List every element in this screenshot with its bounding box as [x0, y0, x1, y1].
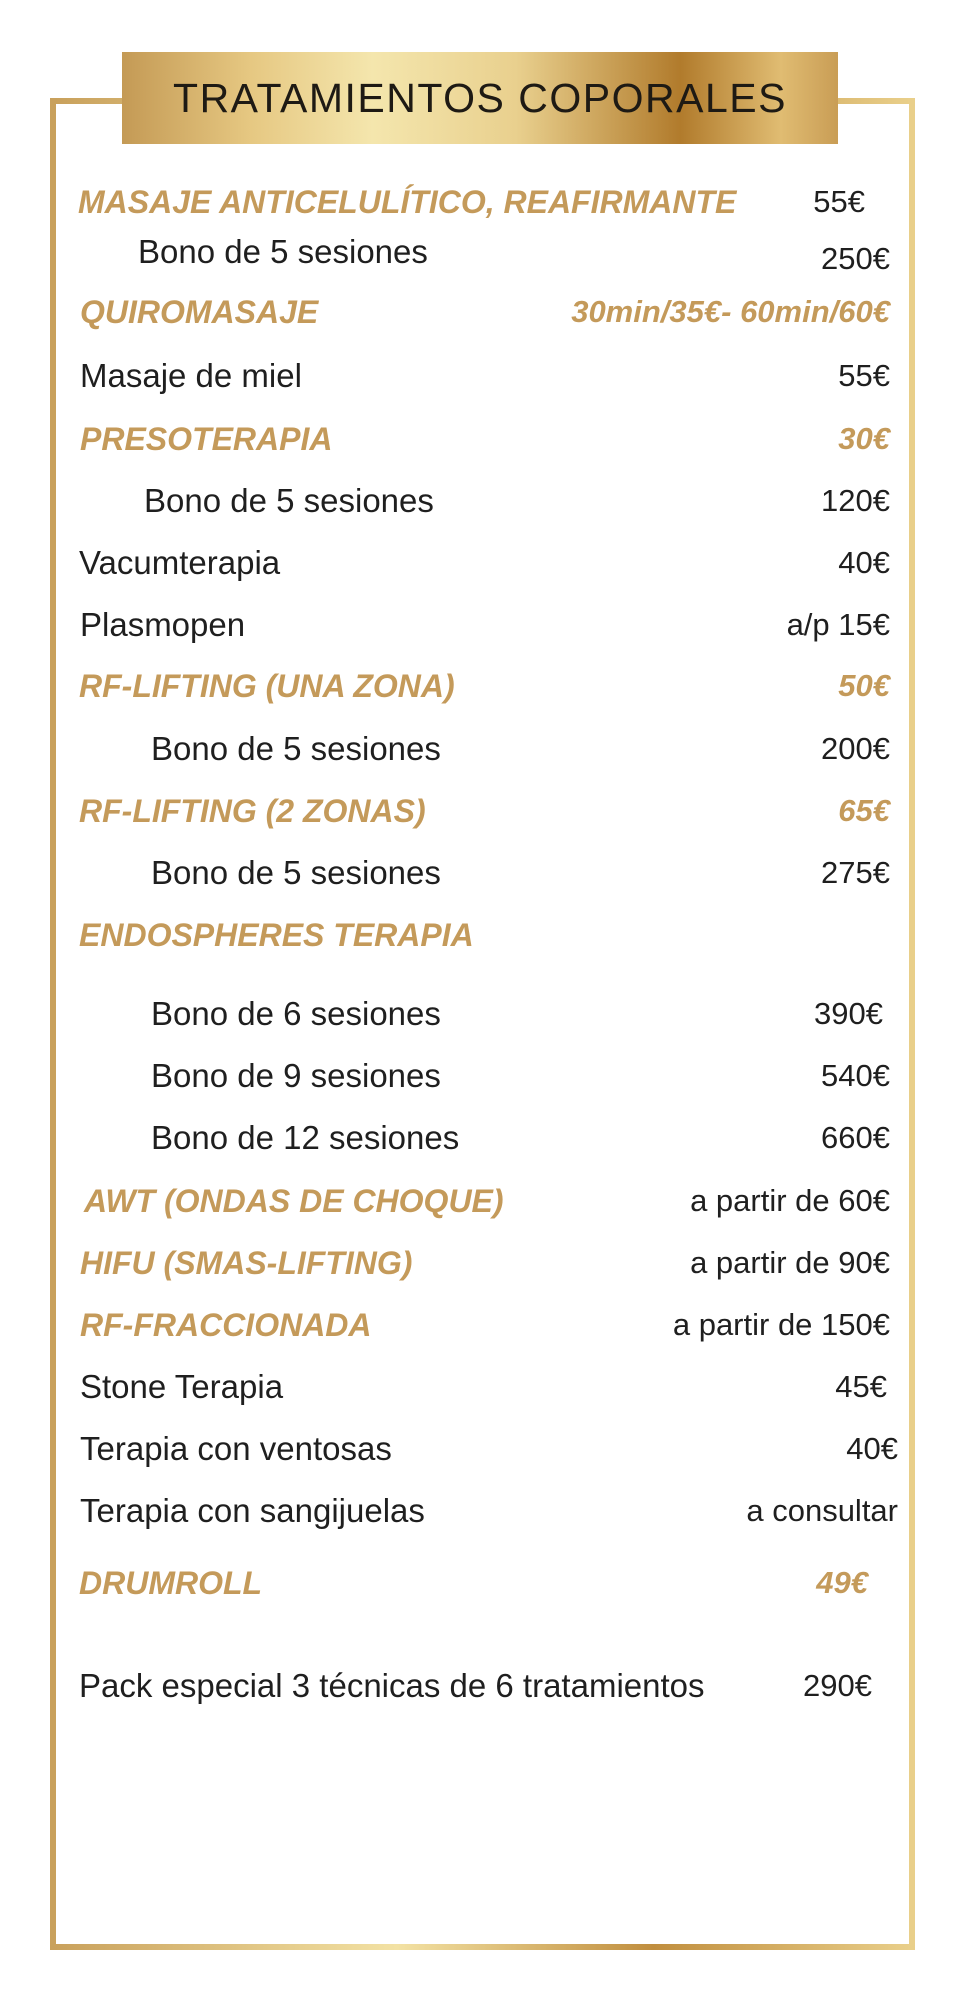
treatment-name: RF-LIFTING (UNA ZONA)	[79, 668, 455, 704]
treatment-name: AWT (ONDAS DE CHOQUE)	[84, 1183, 504, 1219]
treatment-price: 49€	[816, 1565, 868, 1600]
treatment-name: MASAJE ANTICELULÍTICO, REAFIRMANTE	[78, 184, 737, 220]
treatment-name: Bono de 5 sesiones	[138, 233, 428, 270]
treatment-name: Terapia con ventosas	[80, 1430, 392, 1467]
treatment-price: 30min/35€- 60min/60€	[571, 294, 890, 329]
treatment-price: 40€	[838, 545, 890, 580]
list-item	[80, 287, 890, 337]
treatment-name: PRESOTERAPIA	[80, 421, 333, 457]
list-item	[80, 538, 890, 588]
list-item	[80, 910, 890, 960]
treatment-price: 30€	[838, 421, 890, 456]
list-item	[80, 1661, 890, 1711]
list-item	[80, 1238, 890, 1288]
list-item	[80, 724, 890, 774]
treatment-price: 290€	[803, 1668, 872, 1703]
title-banner	[122, 52, 838, 144]
treatment-name: Stone Terapia	[80, 1368, 284, 1405]
list-item	[80, 1300, 890, 1350]
treatment-name: QUIROMASAJE	[80, 294, 319, 330]
treatment-name: Bono de 5 sesiones	[144, 482, 434, 519]
treatment-name: Bono de 5 sesiones	[151, 854, 441, 891]
treatment-name: Pack especial 3 técnicas de 6 tratamientos	[79, 1667, 705, 1704]
treatment-price: a partir de 150€	[672, 1307, 890, 1342]
treatment-name: DRUMROLL	[79, 1565, 263, 1601]
list-item	[80, 1113, 890, 1163]
treatment-name: Bono de 5 sesiones	[151, 730, 441, 767]
treatment-name: HIFU (SMAS-LIFTING)	[80, 1245, 413, 1281]
list-item	[80, 786, 890, 836]
treatment-price: 55€	[813, 184, 865, 219]
treatment-price: 40€	[846, 1431, 898, 1466]
treatment-price: 65€	[838, 793, 890, 828]
list-item	[80, 661, 890, 711]
treatment-price: 540€	[821, 1058, 890, 1093]
list-item	[80, 351, 890, 401]
treatment-price: 250€	[821, 241, 890, 276]
list-item	[80, 1362, 890, 1412]
treatment-price: 200€	[821, 731, 890, 766]
treatment-price: 660€	[821, 1120, 890, 1155]
treatment-price: a partir de 90€	[690, 1245, 890, 1280]
treatment-price: 45€	[835, 1369, 887, 1404]
treatment-name: RF-LIFTING (2 ZONAS)	[79, 793, 426, 829]
treatment-price: 55€	[838, 358, 890, 393]
page-title: TRATAMIENTOS COPORALES	[173, 74, 787, 121]
treatment-name: Vacumterapia	[79, 544, 281, 581]
list-item	[80, 1558, 890, 1608]
treatment-name: Terapia con sangijuelas	[80, 1492, 425, 1529]
list-item	[80, 1486, 898, 1536]
treatment-name: ENDOSPHERES TERAPIA	[79, 917, 474, 953]
treatment-name: Bono de 9 sesiones	[151, 1057, 441, 1094]
treatment-price: 120€	[821, 483, 890, 518]
treatment-price: a/p 15€	[786, 607, 890, 642]
treatment-name: Plasmopen	[80, 606, 246, 643]
list-item	[80, 476, 890, 526]
list-item	[80, 989, 890, 1039]
treatment-name: Bono de 12 sesiones	[151, 1119, 460, 1156]
list-item	[80, 1176, 890, 1226]
treatment-name: Masaje de miel	[80, 357, 302, 394]
treatment-name: RF-FRACCIONADA	[80, 1307, 372, 1343]
list-item	[80, 848, 890, 898]
treatment-name: Bono de 6 sesiones	[151, 995, 441, 1032]
treatment-price: a partir de 60€	[690, 1183, 890, 1218]
treatment-price: 275€	[821, 855, 890, 890]
list-item	[80, 227, 890, 277]
list-item	[80, 600, 890, 650]
list-item	[80, 1424, 898, 1474]
list-item	[80, 414, 890, 464]
treatment-price: 50€	[838, 668, 890, 703]
treatment-price: a consultar	[746, 1493, 898, 1528]
list-item	[80, 177, 890, 227]
treatment-price: 390€	[814, 996, 883, 1031]
list-item	[80, 1051, 890, 1101]
